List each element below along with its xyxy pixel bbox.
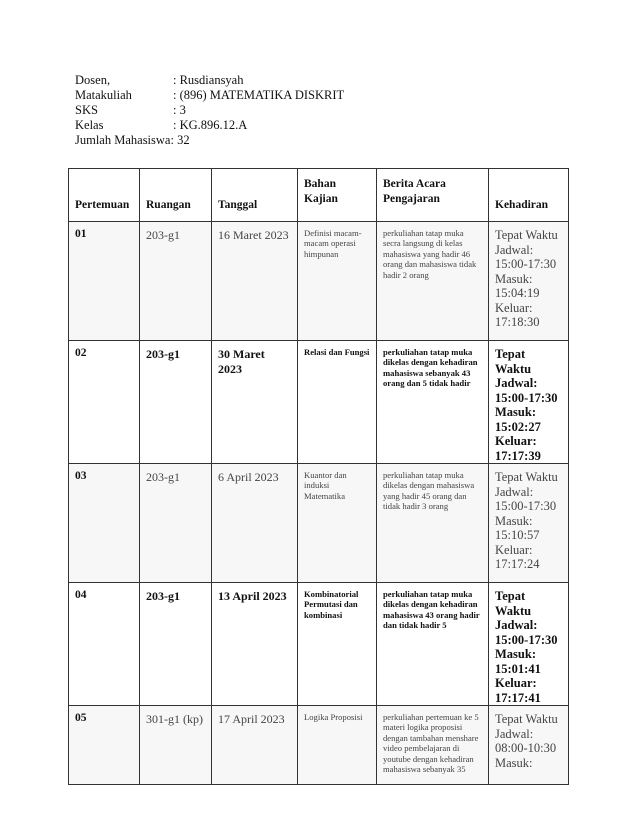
dosen-label: Dosen,: [75, 73, 111, 87]
kehadiran-keluar-label: Keluar:: [495, 676, 537, 690]
table-row: [69, 222, 569, 341]
kehadiran-masuk-label: Masuk:: [495, 513, 533, 528]
info-row-kelas: [75, 118, 344, 133]
header-bahan-kajian: [298, 169, 377, 222]
kehadiran-keluar: 17:17:41: [495, 690, 541, 705]
matakuliah-value: : (896) MATEMATIKA DISKRIT: [173, 88, 345, 102]
row-tanggal: 6 April 2023: [212, 464, 298, 583]
kehadiran-jadwal-label: Jadwal:: [495, 618, 538, 632]
dosen-value: : Rusdiansyah: [173, 73, 244, 87]
sks-value: : 3: [173, 103, 186, 117]
kehadiran-jadwal-label: Jadwal:: [495, 484, 534, 499]
header-berita-acara: [377, 169, 489, 222]
kehadiran-jadwal: 15:00-17:30: [495, 257, 557, 271]
kelas-label: Kelas: [75, 118, 104, 132]
row-ruangan: 203-g1: [140, 222, 212, 341]
info-row-matakuliah: [75, 88, 344, 103]
row-no: 04: [69, 583, 140, 706]
jumlah-value: : 32: [170, 133, 190, 147]
jumlah-label: Jumlah Mahasiswa: [75, 133, 171, 147]
row-kehadiran: [489, 341, 569, 464]
kehadiran-masuk: 15:10:57: [495, 528, 540, 542]
row-bahan: Definisi macam-macam operasi himpunan: [298, 222, 377, 341]
header-pertemuan: Pertemuan: [69, 169, 140, 222]
row-berita: perkuliahan pertemuan ke 5 materi logika proposisi dengan tambahan menshare video pembelajaran di youtube dengan kehadiran mahasiswa sebanyak 35: [377, 706, 489, 785]
attendance-table: [68, 168, 569, 785]
row-ruangan: 203-g1: [140, 583, 212, 706]
course-info: [75, 73, 344, 148]
sks-label: SKS: [75, 103, 98, 117]
kehadiran-status: Tepat Waktu: [495, 589, 532, 618]
row-berita: perkuliahan tatap muka dikelas dengan kehadiran mahasiswa sebanyak 43 orang dan 5 tidak hadir: [377, 341, 489, 464]
kehadiran-keluar: 17:18:30: [495, 315, 540, 329]
row-no: 03: [69, 464, 140, 583]
row-berita: perkuliahan tatap muka secra langsung di kelas mahasiswa yang hadir 46 orang dan mahasiswa tidak hadir 2 orang: [377, 222, 489, 341]
row-tanggal: 17 April 2023: [212, 706, 298, 785]
header-bahan-line1: Bahan: [304, 178, 336, 190]
kehadiran-status: Tepat Waktu: [495, 470, 558, 484]
row-ruangan: 301-g1 (kp): [140, 706, 212, 785]
kehadiran-jadwal-label: Jadwal:: [495, 376, 538, 390]
row-tanggal: 30 Maret 2023: [212, 341, 298, 464]
row-bahan: Kombinatorial Permutasi dan kombinasi: [298, 583, 377, 706]
row-kehadiran: [489, 464, 569, 583]
kehadiran-keluar: 17:17:39: [495, 448, 541, 463]
kehadiran-keluar-label: Keluar:: [495, 300, 533, 315]
kehadiran-status: Tepat Waktu: [495, 347, 532, 376]
row-ruangan: 203-g1: [140, 341, 212, 464]
kehadiran-jadwal: 15:00-17:30: [495, 632, 558, 647]
row-bahan: Logika Proposisi: [298, 706, 377, 785]
kehadiran-masuk: 15:04:19: [495, 286, 540, 300]
table-row: [69, 583, 569, 706]
kehadiran-status: Tepat Waktu: [495, 712, 558, 726]
table-header-row: [69, 169, 569, 222]
header-berita-line2: Pengajaran: [383, 193, 440, 205]
kehadiran-jadwal: 08:00-10:30: [495, 741, 557, 755]
header-bahan-line2: Kajian: [304, 193, 338, 205]
row-bahan: Kuantor dan induksi Matematika: [298, 464, 377, 583]
kehadiran-jadwal: 15:00-17:30: [495, 390, 558, 405]
row-kehadiran: [489, 222, 569, 341]
table-row: [69, 464, 569, 583]
kelas-value: : KG.896.12.A: [173, 118, 248, 132]
kehadiran-masuk-label: Masuk:: [495, 271, 533, 286]
table-row: [69, 341, 569, 464]
row-kehadiran: [489, 583, 569, 706]
row-no: 02: [69, 341, 140, 464]
kehadiran-keluar-label: Keluar:: [495, 542, 533, 557]
kehadiran-jadwal: 15:00-17:30: [495, 499, 557, 513]
row-ruangan: 203-g1: [140, 464, 212, 583]
row-no: 05: [69, 706, 140, 785]
row-tanggal: 13 April 2023: [212, 583, 298, 706]
info-row-jumlah: [75, 133, 344, 148]
row-berita: perkuliahan tatap muka dikelas dengan kehadiran mahasiswa 43 orang hadir dan tidak hadir 5: [377, 583, 489, 706]
kehadiran-jadwal-label: Jadwal:: [495, 242, 534, 257]
kehadiran-jadwal-label: Jadwal:: [495, 726, 534, 741]
kehadiran-masuk-label: Masuk:: [495, 647, 536, 661]
kehadiran-masuk-label: Masuk:: [495, 405, 536, 419]
info-row-dosen: [75, 73, 344, 88]
table-row: [69, 706, 569, 785]
row-bahan: Relasi dan Fungsi: [298, 341, 377, 464]
row-no: 01: [69, 222, 140, 341]
kehadiran-status: Tepat Waktu: [495, 228, 558, 242]
row-kehadiran: [489, 706, 569, 785]
matakuliah-label: Matakuliah: [75, 88, 132, 102]
info-row-sks: [75, 103, 344, 118]
header-ruangan: Ruangan: [140, 169, 212, 222]
header-kehadiran: Kehadiran: [489, 169, 569, 222]
kehadiran-masuk: 15:01:41: [495, 661, 541, 676]
kehadiran-keluar: 17:17:24: [495, 557, 540, 571]
header-tanggal: Tanggal: [212, 169, 298, 222]
kehadiran-masuk-label: Masuk:: [495, 755, 533, 770]
kehadiran-masuk: 15:02:27: [495, 419, 541, 434]
kehadiran-keluar-label: Keluar:: [495, 434, 537, 448]
row-berita: perkuliahan tatap muka dikelas dengan mahasiswa yang hadir 45 orang dan tidak hadir 3 orang: [377, 464, 489, 583]
row-tanggal: 16 Maret 2023: [212, 222, 298, 341]
header-berita-line1: Berita Acara: [383, 178, 446, 190]
